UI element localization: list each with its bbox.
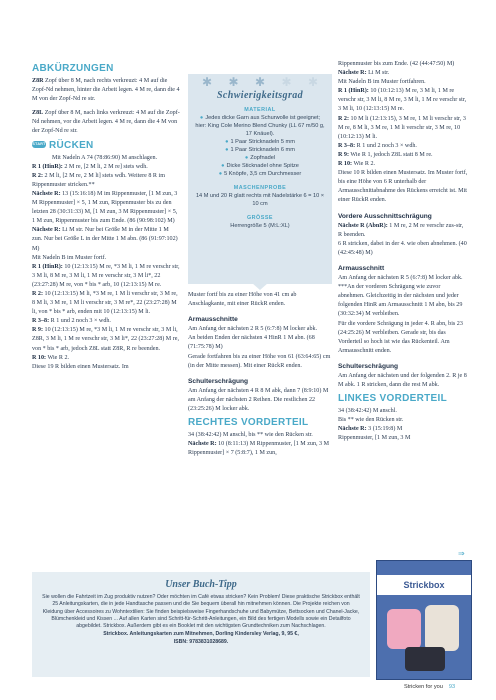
difficulty-title: Schwierigkeitsgrad bbox=[216, 90, 304, 101]
paragraph: Diese 19 R bilden einen Mustersatz. Im bbox=[32, 363, 129, 370]
paragraph: R 10: Wie R 2. bbox=[338, 161, 376, 168]
star-icon: ✱ bbox=[202, 75, 213, 89]
difficulty-stars bbox=[202, 75, 318, 89]
paragraph: ***An der vorderen Schrägung wie zuvor abnehmen. Gleichzeitig in der nächsten und jeder folgenden HinR am Armausschnitt 1 M abn, bis 29 (30:32:34) M verbleiben. bbox=[338, 284, 463, 318]
material-item: ● Zopfnadel bbox=[244, 155, 276, 161]
abbr-z8r: Z8R Zopf über 8 M, nach rechts verkreuzt: 4 M auf die Zopf-Nd nehmen, hinter die Arbeit legen. 4 M re, dann die 4 M von der Zopf-Nd re str. bbox=[32, 78, 180, 103]
paragraph: Bis ** wie den Rücken str. bbox=[338, 417, 404, 424]
star-icon: ✱ bbox=[228, 75, 239, 89]
paragraph: R 2: 10 (12:13:15) M li, *3 M re, 1 M li verschr str, 3 M re, 8 M li, 3 M re, 1 M li verschr str, 3 M re*, 22 (23:27:28) M li, von * bis * arb, enden mit 10 (12:13:15) M li. bbox=[32, 290, 178, 316]
heading-abkuerzungen: ABKÜRZUNGEN bbox=[32, 63, 114, 74]
paragraph: Mit Nadeln B im Muster fortf. bbox=[32, 254, 107, 261]
paragraph: R 10: Wie R 2. bbox=[32, 354, 70, 361]
paragraph: R 1 (HinR): 10 (12:13:15) M re, *3 M li, 1 M re verschr str, 3 M li, 8 M re, 3 M li, 1 M re verschr str, 3 M li*, 22 (23:27:28) M re, von * bis * arb, 10 (12:13:15) M re. bbox=[32, 263, 180, 288]
paragraph: R 1 (HinR): 2 M re, [2 M li, 2 M re] stets wdh. bbox=[32, 163, 148, 170]
page-number: 93 bbox=[448, 684, 456, 690]
book-tip-isbn: ISBN: 9783831028689. bbox=[173, 639, 229, 646]
footer-brand: Stricken for you bbox=[404, 684, 443, 690]
paragraph: Mit Nadeln B im Muster fortfahren. bbox=[338, 79, 426, 86]
paragraph: Für die vordere Schrägung in jeder 4. R abn, bis 23 (24:25:26) M verbleiben. Gerade str, bis das Vorderteil so hoch ist wie das Rückenteil. Am Armausschnitt enden. bbox=[338, 320, 463, 354]
paragraph: Gerade fortfahren bis zu einer Höhe von 61 (63:64:65) cm (in der Mitte messen). Mit einer RückR enden. bbox=[188, 353, 331, 369]
heading-rechtes-vorderteil: RECHTES VORDERTEIL bbox=[188, 417, 309, 429]
column-middle bbox=[188, 291, 332, 458]
difficulty-info-box bbox=[188, 74, 332, 284]
heading-ruecken: START RÜCKEN bbox=[32, 139, 94, 151]
paragraph: Nächste R: 3 (15:19:8) M bbox=[338, 426, 403, 433]
paragraph: Nächste R: Li M str. bbox=[338, 70, 390, 77]
book-cover-title: Strickbox bbox=[377, 575, 471, 595]
paragraph: R 3–8: R 1 und 2 noch 3 × wdh. bbox=[338, 142, 417, 149]
maschenprobe-text: 14 M und 20 R glatt rechts mit Nadelstärke 6 = 10 × 10 cm bbox=[195, 193, 325, 207]
book-tip-box bbox=[32, 572, 370, 677]
paragraph: Nächste R (AbnR): 1 M re, 2 M re verschr zus-str, R beenden. bbox=[338, 222, 464, 238]
material-item: ● 1 Paar Stricknadeln 6 mm bbox=[225, 147, 295, 153]
abbr-z8l: Z8L Zopf über 8 M, nach links verkreuzt: 4 M auf die Zopf-Nd nehmen, vor die Arbeit legen. 4 M re, dann die 4 M von der Zopf-Nd re str. bbox=[32, 110, 180, 135]
paragraph: R 1 (HinR): 10 (10:12:13) M re, 3 M li, 1 M re verschr str, 3 M li, 8 M re, 3 M li, 1 M re verschr str, 3 M li, 10 (12:13:15) M re. bbox=[338, 88, 467, 113]
paragraph: R 2: 10 M li (12:13:15), 3 M re, 1 M li verschr str, 3 M re, 8 M li, 3 M re, 1 M li verschr str, 3 M re, 10 (10:12:13) M li. bbox=[338, 115, 466, 140]
paragraph: 6 R stricken, dabei in der 4. wie oben abnehmen. (40 (42:45:48) M) bbox=[338, 240, 467, 256]
groesse-text: Herrengröße 5 (M:L:XL) bbox=[230, 223, 290, 229]
star-icon: ✱ bbox=[281, 75, 292, 89]
paragraph: R 9: 10 (12:13:15) M re, *3 M li, 1 M re verschr str, 3 M li, Z8R, 3 M li, 1 M re verschr str, 3 M li*, 22 (23:27:28) M re, von * bis * arb, jedoch Z8L statt Z8R, R re beenden. bbox=[32, 327, 180, 352]
maschenprobe-label: MASCHENPROBE bbox=[233, 185, 287, 191]
book-tip-title: Unser Buch-Tipp bbox=[165, 579, 237, 590]
heading-armausschnitte: Armausschnitte bbox=[188, 316, 238, 324]
paragraph: R 2: 2 M li, [2 M re, 2 M li] stets wdh. Weitere 8 R im Rippenmuster stricken.** bbox=[32, 172, 165, 188]
paragraph: Mit Nadeln A 74 (78:86:90) M anschlagen. bbox=[52, 154, 158, 161]
paragraph: Am Anfang der nächsten 2 R 5 (6:7:8) M locker abk. bbox=[188, 326, 318, 333]
book-tip-body: Sie wollen die Fahrtzeit im Zug produktiv nutzen? Oder möchten im Café etwas stricken? Kein Problem! Diese praktische Strickbox enthält 25 Anleitungskarten, die in jede Handtasche passen und die Sie bequem überall hin mitnehmen können. Die Projekte reichen von Kleidung über Accessoires zu Wohntextilien: Sie finden beispielsweise Fingerhandschuhe und Babymütze, Bettsocken und Chanel-Jacke, Blümchenkleid und Kissen ... Auf allen Karten sind Schritt-für-Schritt-Anleitungen, ein Bild des fertigen Modells sowie ein Detailfoto abgebildet. Strickbox. Außerdem gibt es ein Booklet mit den wichtigsten Grundtechniken zum Nachschlagen. bbox=[42, 594, 360, 630]
paragraph: R 9: Wie R 1, jedoch Z8L statt 8 M re. bbox=[338, 151, 433, 158]
paragraph: Nächste R: 10 (8:11:13) M Rippenmuster, [1 M zun, 3 M Rippenmuster] × 7 (5:8:7), 1 M zun, bbox=[188, 441, 330, 457]
book-cover-image bbox=[376, 560, 472, 680]
paragraph: Rippenmuster, [1 M zun, 3 M bbox=[338, 435, 411, 442]
paragraph: R 3–8: R 1 und 2 noch 3 × wdh. bbox=[32, 318, 111, 325]
paragraph: Am Anfang der nächsten und der folgenden 2. R je 8 M abk. 1 R stricken, dann die rest M abk. bbox=[338, 373, 467, 389]
paragraph: Rippenmuster bis zum Ende. (42 (44:47:50) M) bbox=[338, 61, 455, 67]
heading-schulterschraegung-2: Schulterschrägung bbox=[338, 362, 399, 370]
yarn-illustration bbox=[425, 605, 459, 651]
paragraph: 34 (38:42:42) M anschl, bis ** wie den Rücken str. bbox=[188, 432, 313, 439]
paragraph: 34 (38:42:42) M anschl. bbox=[338, 408, 397, 415]
column-right bbox=[338, 60, 468, 444]
star-icon: ✱ bbox=[254, 75, 266, 89]
paragraph: Am Anfang der nächsten R 5 (6:7:8) M locker abk. bbox=[338, 275, 463, 282]
paragraph: An beiden Enden der nächsten 4 HinR 1 M abn. (68 (71:75:78) M) bbox=[188, 335, 315, 351]
paragraph: Am Anfang der nächsten 4 R 8 M abk, dann 7 (8:9:10) M am Anfang der nächsten 2 Reihen. Die restlichen 22 (23:25:26) M locker abk. bbox=[188, 387, 329, 413]
paragraph: Nächste R: Li M str. Nur bei Größe M in der Mitte 1 M zun. Nur bei Größe L in der Mitte 1 M abn. (86 (91:97:102) M) bbox=[32, 227, 178, 252]
heading-linkes-vorderteil: LINKES VORDERTEIL bbox=[338, 393, 447, 405]
yarn-illustration bbox=[405, 647, 445, 671]
material-item: ● Jedes dicke Garn aus Schurwolle ist geeignet; hier: King Cole Merino Blend Chunky (LL 67 m/50 g, 17 Knäuel). bbox=[195, 115, 325, 137]
continue-arrow-icon: ⇒ bbox=[458, 549, 465, 558]
heading-vordere-ausschnittschraegung: Vordere Ausschnittschrägung bbox=[338, 212, 432, 220]
heading-armausschnitt: Armausschnitt bbox=[338, 264, 385, 272]
page-footer bbox=[404, 684, 455, 690]
paragraph: Nächste R: 13 (15:16:18) M im Rippenmuster, [1 M zun, 3 M Rippenmuster] × 5, 1 M zun, Rippenmuster bis zu den letzten 28 (30:31:33) M, [1 M zun, 3 M Rippenmuster] × 5, 1 M zun, Rippenmuster bis zum Ende. (86 (90:98:102) M) bbox=[32, 190, 178, 225]
material-item: ● Dicke Sticknadel ohne Spitze bbox=[221, 163, 299, 169]
column-left bbox=[32, 60, 180, 372]
paragraph: Diese 10 R bilden einen Mustersatz. Im Muster fortf, bis eine Höhe von 6 R unterhalb der Armausschnittabnahme des Rückens erreicht ist. Mit einer RückR enden. bbox=[338, 170, 468, 204]
star-icon: ✱ bbox=[307, 75, 318, 89]
box-pointer bbox=[252, 283, 268, 290]
groesse-label: GRÖSSE bbox=[246, 215, 274, 221]
material-label: MATERIAL bbox=[244, 107, 276, 113]
start-badge: START bbox=[32, 142, 46, 147]
yarn-illustration bbox=[387, 609, 421, 649]
heading-schulterschraegung: Schulterschrägung bbox=[188, 377, 249, 385]
paragraph: Muster fortf bis zu einer Höhe von 41 cm ab Anschlagkante, mit einer RückR enden. bbox=[188, 292, 297, 308]
material-item: ● 1 Paar Stricknadeln 5 mm bbox=[225, 139, 295, 145]
book-tip-citation: Strickbox. Anleitungskarten zum Mitnehmen, Dorling Kindersley Verlag, 9, 95 €, bbox=[103, 631, 299, 638]
material-item: ● 5 Knöpfe, 3,5 cm Durchmesser bbox=[218, 171, 302, 177]
